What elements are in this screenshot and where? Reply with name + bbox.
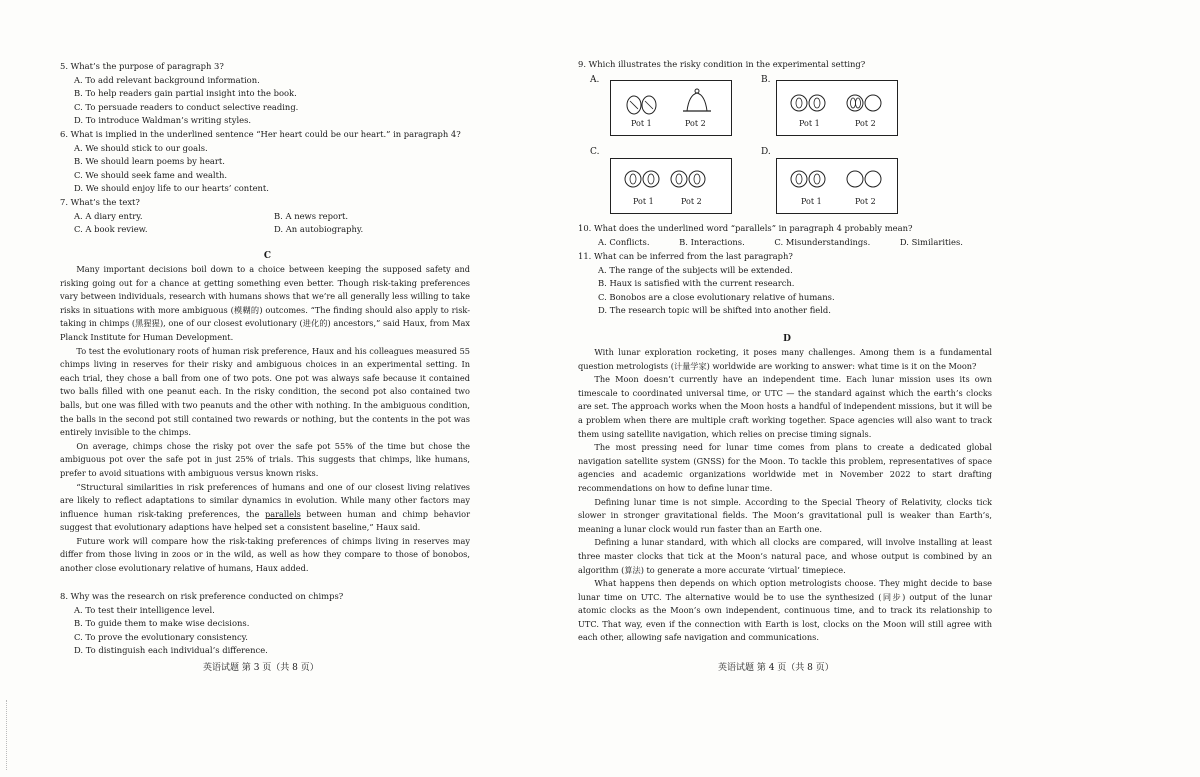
passage-c — [60, 263, 470, 576]
pot-2-label: Pot 2 — [855, 119, 876, 128]
figure-b-label: B. — [761, 75, 771, 85]
option-b: B. A news report. — [274, 210, 349, 221]
passage-paragraph-3: On average, chimps chose the risky pot over the safe pot 55% of the time but chose the ambiguous pot over the safe pot in just 25% of trials. This suggests that chimps, like humans, prefer to avoid situations with ambiguous versus known risks. — [60, 440, 470, 478]
pot-2-label: Pot 2 — [855, 197, 876, 206]
question-8 — [60, 590, 475, 658]
question-stem: 11. What can be inferred from the last paragraph? — [578, 251, 793, 261]
question-stem: 8. Why was the research on risk preference conducted on chimps? — [60, 591, 344, 601]
figure-d-pots-icon — [777, 159, 899, 215]
question-11 — [578, 250, 996, 318]
pot-1-label: Pot 1 — [631, 119, 652, 128]
question-stem: 7. What’s the text? — [60, 197, 140, 207]
question-stem: 6. What is implied in the underlined sentence “Her heart could be our heart.” in paragraph 4? — [60, 129, 461, 139]
page-footer: 英语试题 第 4 页（共 8 页） — [718, 663, 834, 673]
option-a: A. The range of the subjects will be extended. — [598, 264, 793, 275]
pot-1-label: Pot 1 — [799, 119, 820, 128]
option-c: C. We should seek fame and wealth. — [74, 169, 228, 180]
figure-a-pots-icon — [611, 81, 733, 137]
option-d: D. An autobiography. — [274, 224, 364, 235]
option-a: A. A diary entry. — [74, 210, 143, 221]
option-b: B. Haux is satisfied with the current research. — [598, 278, 795, 289]
question-7 — [60, 196, 475, 237]
question-stem: 5. What’s the purpose of paragraph 3? — [60, 61, 224, 71]
option-d: D. The research topic will be shifted into another field. — [598, 305, 831, 316]
option-b: B. To guide them to make wise decisions. — [74, 618, 250, 629]
passage-paragraph-5: Future work will compare how the risk-taking preferences of chimps living in reserves may differ from those living in zoos or in the wild, as well as how they compare to those of bonobos, another close evolutionary relative of humans, Haux added. — [60, 535, 470, 574]
option-b: B. We should learn poems by heart. — [74, 156, 225, 167]
left-page — [60, 0, 475, 777]
passage-paragraph-3: The most pressing need for lunar time comes from plans to create a dedicated global navigation satellite system (GNSS) for the Moon. To tackle this problem, representatives of space agencies and academic organizations worldwide met in November 2022 to start drafting recommendations on how to define lunar time. — [578, 442, 992, 493]
option-d: D. To distinguish each individual’s difference. — [74, 645, 268, 656]
option-b: B. Interactions. — [679, 236, 745, 247]
question-5 — [60, 60, 475, 128]
passage-d — [578, 346, 992, 645]
pot-2-label: Pot 2 — [681, 197, 702, 206]
scan-edge-marks — [6, 700, 9, 770]
option-a: A. Conflicts. — [598, 236, 650, 247]
right-page — [578, 0, 996, 777]
page-footer: 英语试题 第 3 页（共 8 页） — [203, 663, 319, 673]
pot-1-label: Pot 1 — [633, 197, 654, 206]
passage-paragraph-4: “Structural similarities in risk preferences of humans and one of our closest living relatives are likely to reflect adaptations to similar dynamics in evolution. While many other factors may influence human risk-taking preferences, the parallels between human and chimp behavior suggest that evolutionary adaptions have helped set a consistent baseline,” Haux said. — [60, 481, 470, 533]
pot-1-label: Pot 1 — [801, 197, 822, 206]
option-a: A. To test their intelligence level. — [74, 604, 215, 615]
option-c: C. Bonobos are a close evolutionary relative of humans. — [598, 291, 835, 302]
figure-a-box — [610, 80, 732, 136]
question-6 — [60, 128, 475, 196]
option-d: D. Similarities. — [899, 236, 963, 247]
option-a: A. We should stick to our goals. — [74, 142, 208, 153]
question-stem: 9. Which illustrates the risky condition in the experimental setting? — [578, 59, 866, 69]
figure-d-label: D. — [761, 147, 771, 157]
option-c: C. To prove the evolutionary consistency. — [74, 631, 248, 642]
option-c: C. A book review. — [74, 224, 148, 235]
section-d-heading: D — [783, 334, 791, 344]
option-d: D. We should enjoy life to our hearts’ content. — [74, 183, 269, 194]
question-stem: 10. What does the underlined word “parallels” in paragraph 4 probably mean? — [578, 223, 913, 233]
figure-c-pots-icon — [611, 159, 733, 215]
option-a: A. To add relevant background information. — [74, 74, 260, 85]
option-d: D. To introduce Waldman’s writing styles. — [74, 115, 252, 126]
figure-b-pots-icon — [777, 81, 899, 137]
pot-2-label: Pot 2 — [685, 119, 706, 128]
figure-a-label: A. — [590, 75, 600, 85]
section-c-heading: C — [263, 251, 272, 261]
passage-paragraph-2: The Moon doesn’t currently have an independent time. Each lunar mission uses its own timescale to coordinated universal time, or UTC — the standard against which the earth’s clocks are set. The approach works when the Moon hosts a handful of independent missions, but it will be a problem when there are multiple craft working together. Space agencies will also want to track them using satellite navigation, which relies on precise timing signals. — [578, 374, 992, 439]
option-b: B. To help readers gain partial insight into the book. — [74, 88, 297, 99]
figure-c-label: C. — [590, 147, 600, 157]
passage-paragraph-1: Many important decisions boil down to a choice between keeping the supposed safety and risking going out for a chance at getting something even better. Though risk-taking preferences vary between individuals, research with humans shows that we’re all generally less willing to take risks in situations with more ambiguous (模糊的) outcomes. “The finding should also apply to risk-taking in chimps (黑猩猩), one of our closest evolutionary (进化的) ancestors,” said Haux, from Max Planck Institute for Human Development. — [60, 264, 470, 342]
underlined-word-parallels: parallels — [264, 508, 301, 519]
option-c: C. To persuade readers to conduct selective reading. — [74, 101, 299, 112]
figure-b-box — [776, 80, 898, 136]
question-9 — [578, 58, 996, 72]
passage-paragraph-6: What happens then depends on which option metrologists choose. They might decide to base lunar time on UTC. The alternative would be to use the synthesized (同步) output of the lunar atomic clocks as the Moon’s own independent, continuous time, and to track its relationship to UTC. That way, even if the connection with Earth is lost, clocks on the Moon will still agree with each other, allowing safe navigation and communications. — [578, 578, 992, 643]
figure-d-box — [776, 158, 898, 214]
figure-c-box — [610, 158, 732, 214]
passage-paragraph-4: Defining lunar time is not simple. According to the Special Theory of Relativity, clocks tick slower in stronger gravitational fields. The Moon’s gravitational pull is weaker than Earth’s, meaning a lunar clock would run faster than an Earth one. — [578, 496, 992, 534]
option-c: C. Misunderstandings. — [774, 236, 871, 247]
passage-paragraph-2: To test the evolutionary roots of human risk preference, Haux and his colleagues measured 55 chimps living in reserves for their risky and ambiguous choices in an experimental setting. In each trial, they chose a ball from one of two pots. One pot was always safe because it contained two balls filled with one peanut each. In the risky condition, the second pot also contained two balls, but one was filled with two peanuts and the other with nothing. In the ambiguous condition, the balls in the second pot still contained two rewards or nothing, but the contents in the pot was entirely invisible to the chimps. — [60, 345, 470, 438]
passage-paragraph-5: Defining a lunar standard, with which all clocks are compared, will involve installing at least three master clocks that tick at the Moon’s natural pace, and whose output is combined by an algorithm (算法) to generate a more accurate ‘virtual’ timepiece. — [578, 537, 992, 575]
passage-paragraph-1: With lunar exploration rocketing, it poses many challenges. Among them is a fundamental question metrologists (计量学家) worldwide are working to answer: what time is it on the Moon? — [578, 347, 992, 371]
question-10 — [578, 222, 996, 249]
